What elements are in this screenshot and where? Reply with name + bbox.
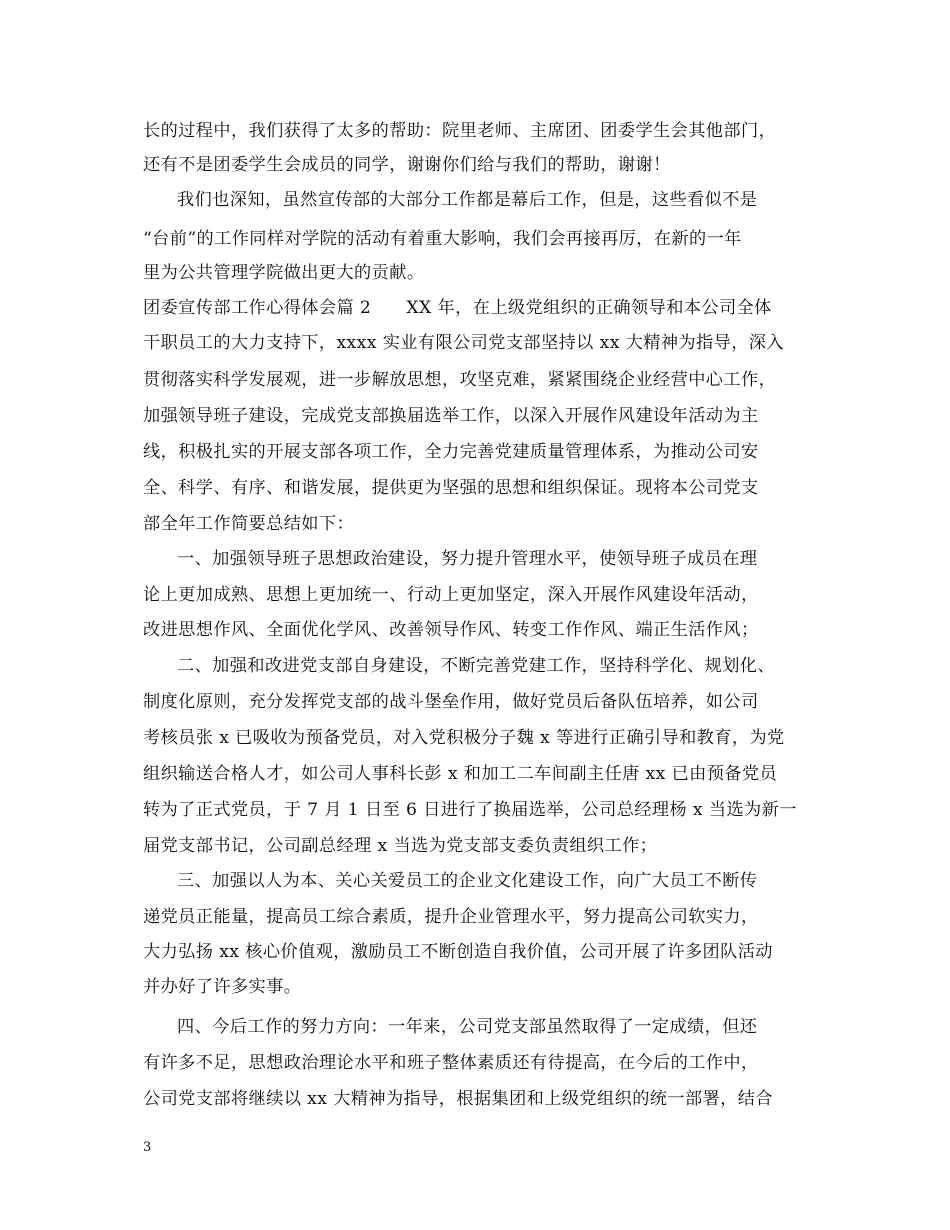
text-line-15: 改进思想作风、全面优化学风、改善领导作风、转变工作作风、端正生活作风； bbox=[143, 620, 759, 640]
paragraph-start-line: 三、加强以人为本、关心关爱员工的企业文化建设工作，向广大员工不断传 bbox=[177, 871, 758, 891]
text-line-8: 贯彻落实科学发展观，进一步解放思想，攻坚克难，紧紧围绕企业经营中心工作， bbox=[143, 370, 777, 390]
text-line-11: 全、科学、有序、和谐发展，提供更为坚强的思想和组织保证。现将本公司党支 bbox=[143, 478, 759, 498]
text-line-17: 制度化原则，充分发挥党支部的战斗堡垒作用，做好党员后备队伍培养，如公司 bbox=[143, 692, 759, 712]
text-line-24: 大力弘扬 xx 核心价值观，激励员工不断创造自我价值，公司开展了许多团队活动 bbox=[143, 942, 773, 962]
text-line-1: 长的过程中，我们获得了太多的帮助：院里老师、主席团、团委学生会其他部门， bbox=[143, 121, 777, 141]
text-line-23: 递党员正能量，提高员工综合素质，提升企业管理水平，努力提高公司软实力， bbox=[143, 907, 759, 927]
paragraph-start-line: 二、加强和改进党支部自身建设，不断完善党建工作，坚持科学化、规划化、 bbox=[177, 656, 775, 676]
text-line-2: 还有不是团委学生会成员的同学，谢谢你们给与我们的帮助，谢谢！ bbox=[143, 155, 671, 175]
text-line-25: 并办好了许多实事。 bbox=[143, 977, 302, 997]
paragraph-start-line: 我们也深知，虽然宣传部的大部分工作都是幕后工作，但是，这些看似不是 bbox=[177, 190, 758, 210]
paragraph-start-line: 一、加强领导班子思想政治建设，努力提升管理水平，使领导班子成员在理 bbox=[177, 549, 758, 569]
text-line-19: 组织输送合格人才，如公司人事科长彭 x 和加工二车间副主任唐 xx 已由预备党员 bbox=[143, 764, 778, 784]
text-line-18: 考核员张 x 已吸收为预备党员，对入党积极分子魏 x 等进行正确引导和教育，为党 bbox=[143, 728, 785, 748]
text-line-20: 转为了正式党员，于 7 月 1 日至 6 日进行了换届选举，公司总经理杨 x 当选为新一 bbox=[143, 800, 797, 820]
text-line-21: 届党支部书记，公司副总经理 x 当选为党支部支委负责组织工作； bbox=[143, 836, 658, 856]
text-line-12: 部全年工作简要总结如下： bbox=[143, 514, 355, 534]
text-line-10: 线，积极扎实的开展支部各项工作，全力完善党建质量管理体系，为推动公司安 bbox=[143, 442, 759, 462]
text-line-27: 有许多不足，思想政治理论水平和班子整体素质还有待提高，在今后的工作中， bbox=[143, 1053, 759, 1073]
text-line-28: 公司党支部将继续以 xx 大精神为指导，根据集团和上级党组织的统一部署，结合 bbox=[143, 1089, 773, 1109]
text-line-4: “台前”的工作同样对学院的活动有着重大影响，我们会再接再厉，在新的一年 bbox=[143, 229, 742, 249]
text-line-5: 里为公共管理学院做出更大的贡献。 bbox=[143, 263, 425, 283]
text-line-9: 加强领导班子建设，完成党支部换届选举工作，以深入开展作风建设年活动为主 bbox=[143, 406, 759, 426]
text-line-7: 干职员工的大力支持下，xxxx 实业有限公司党支部坚持以 xx 大精神为指导，深入 bbox=[143, 333, 784, 353]
page-number: 3 bbox=[143, 1140, 152, 1155]
section-heading-line: 团委宣传部工作心得体会篇 2 XX 年，在上级党组织的正确领导和本公司全体 bbox=[143, 298, 772, 318]
text-line-14: 论上更加成熟、思想上更加统一、行动上更加坚定，深入开展作风建设年活动， bbox=[143, 585, 759, 605]
paragraph-start-line: 四、今后工作的努力方向：一年来，公司党支部虽然取得了一定成绩，但还 bbox=[177, 1017, 758, 1037]
